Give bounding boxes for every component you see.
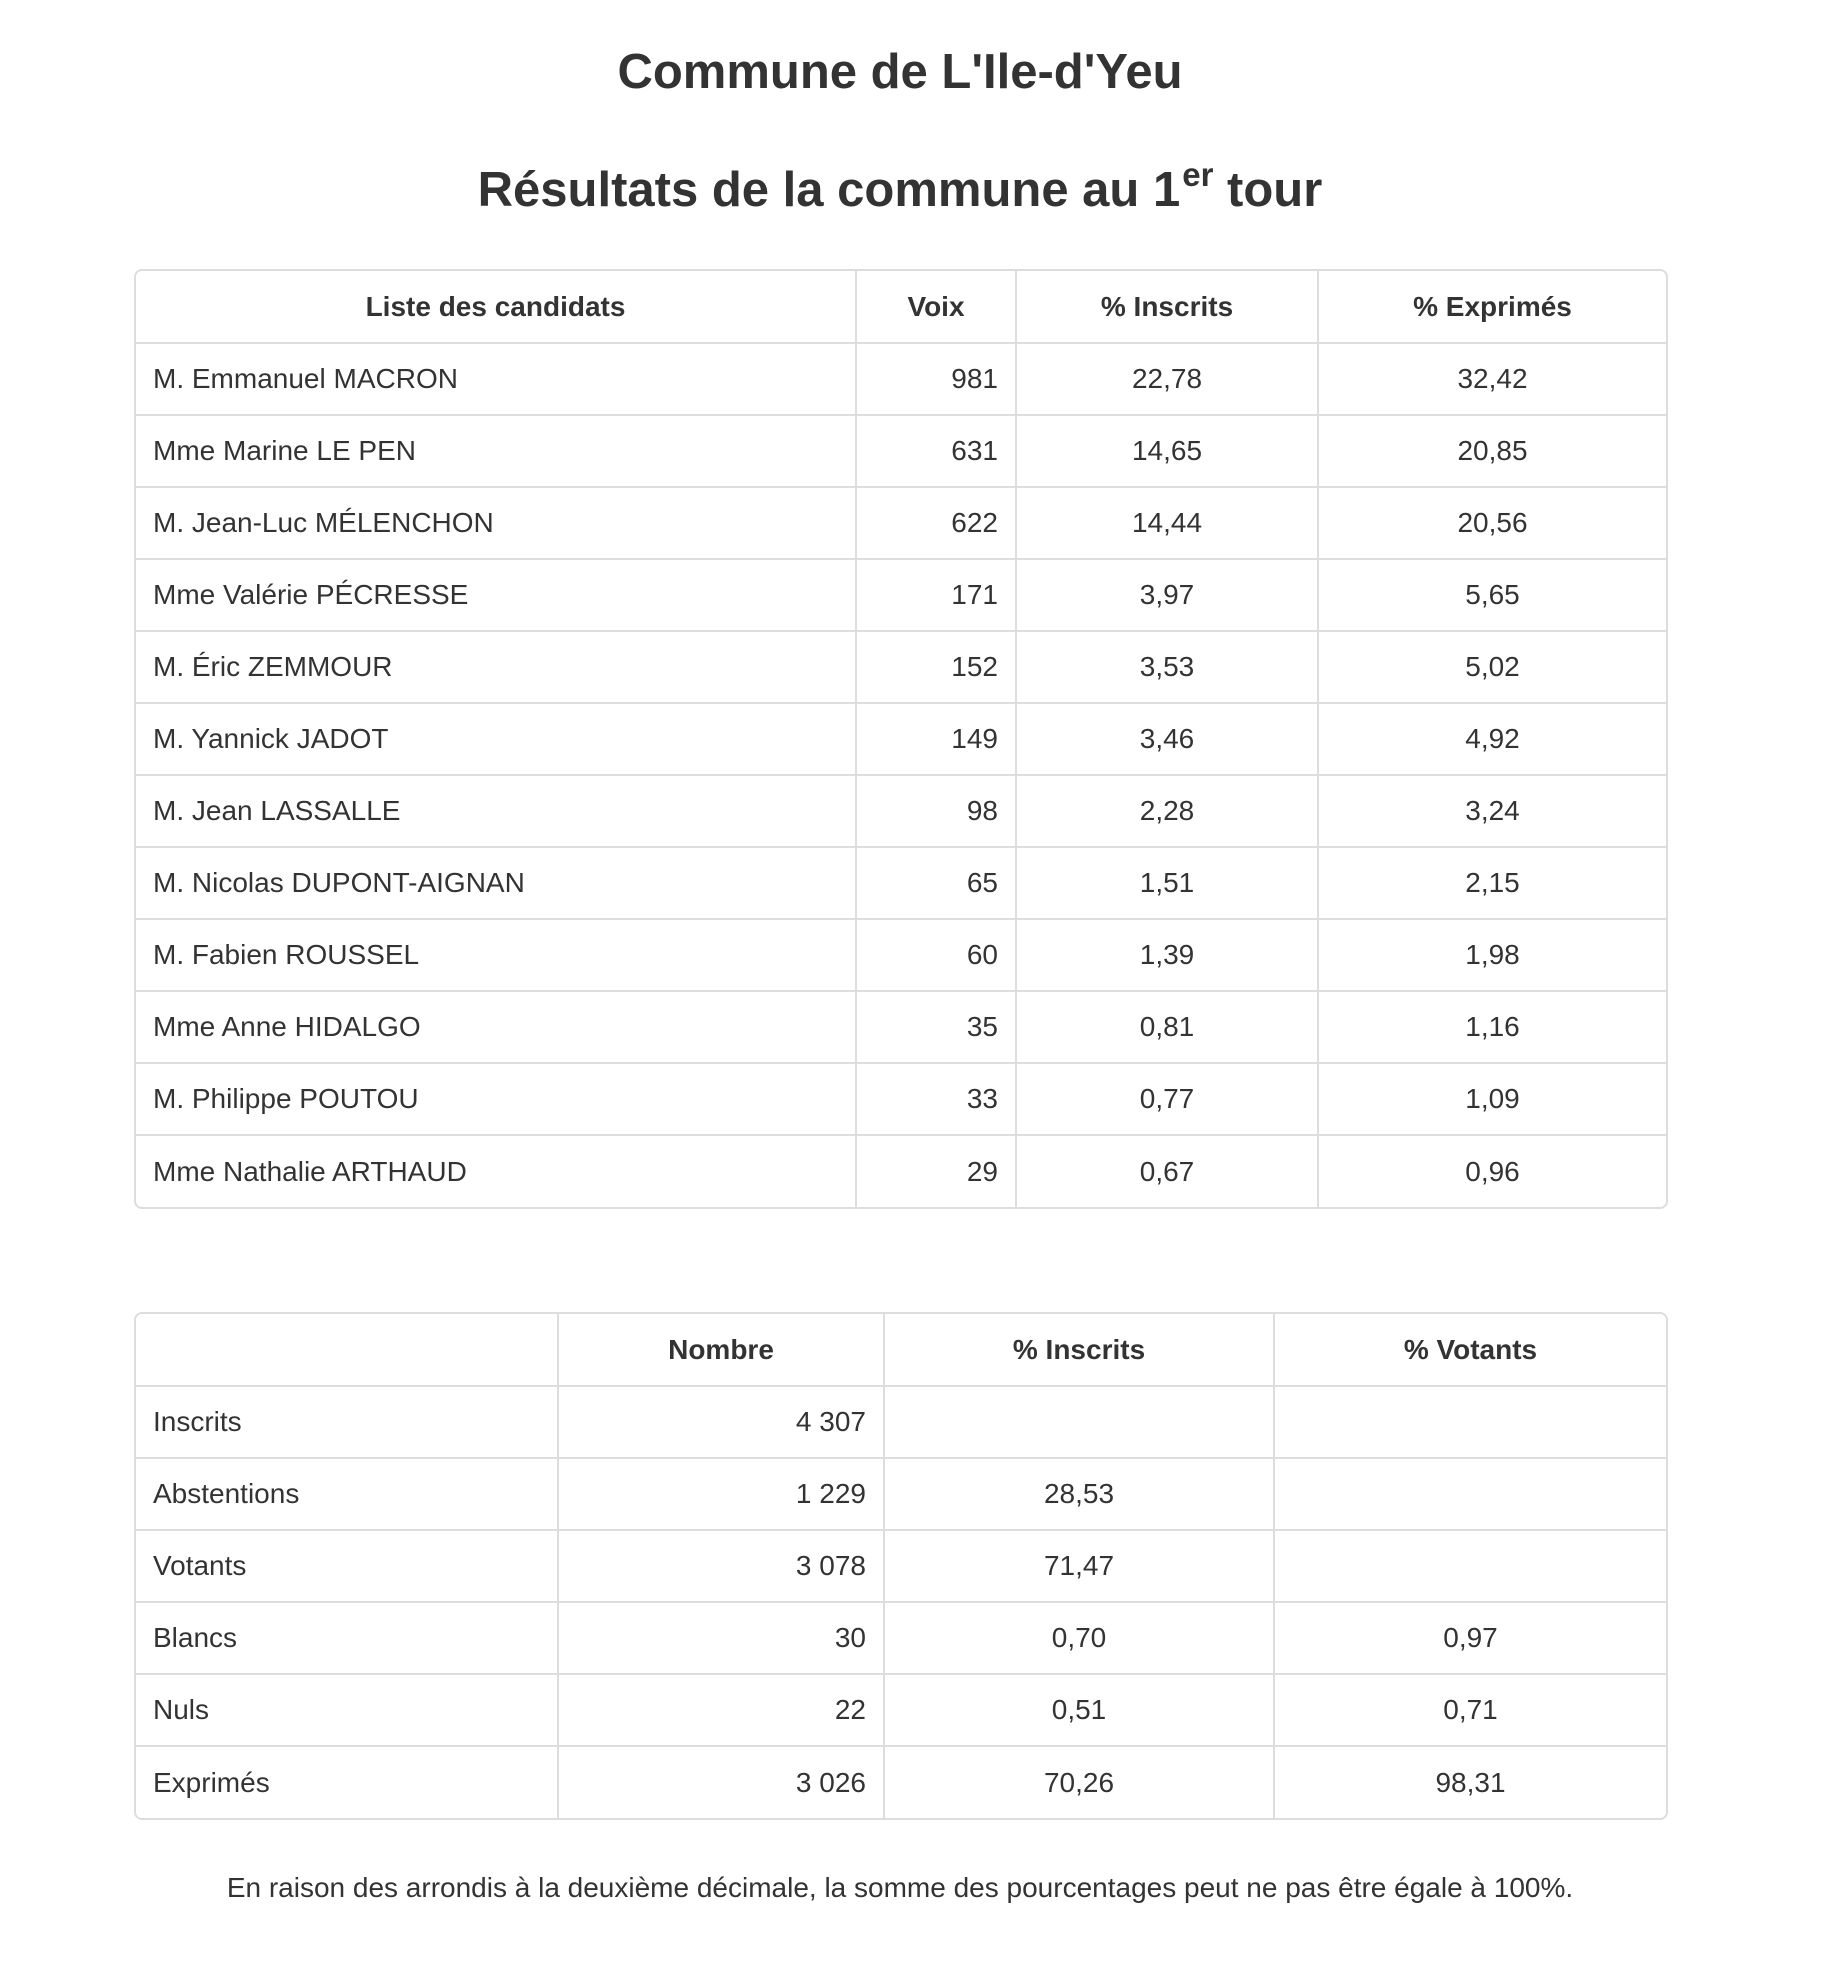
candidate-voix: 152 [856,631,1016,703]
candidate-voix: 33 [856,1063,1016,1135]
candidate-pct-inscrits: 1,39 [1016,919,1318,991]
summary-row [136,1386,1666,1458]
summary-pct-inscrits: 0,51 [884,1674,1274,1746]
summary-pct-inscrits: 70,26 [884,1746,1274,1818]
candidate-voix: 981 [856,343,1016,415]
summary-label: Nuls [136,1674,558,1746]
candidate-name: M. Nicolas DUPONT-AIGNAN [136,847,856,919]
header-voix: Voix [856,271,1016,343]
candidate-name: M. Yannick JADOT [136,703,856,775]
candidate-pct-exprimes: 32,42 [1318,343,1666,415]
candidate-pct-exprimes: 5,65 [1318,559,1666,631]
candidate-pct-exprimes: 20,56 [1318,487,1666,559]
summary-nombre: 30 [558,1602,884,1674]
candidate-row [136,487,1666,559]
candidate-row [136,1135,1666,1207]
candidate-pct-inscrits: 22,78 [1016,343,1318,415]
header-pct-votants: % Votants [1274,1314,1666,1386]
candidate-voix: 149 [856,703,1016,775]
candidate-voix: 171 [856,559,1016,631]
candidate-pct-inscrits: 0,77 [1016,1063,1318,1135]
candidate-pct-exprimes: 0,96 [1465,1155,1520,1187]
candidate-voix: 98 [856,775,1016,847]
candidate-row [136,703,1666,775]
candidate-row [136,559,1666,631]
summary-row [136,1674,1666,1746]
candidate-voix: 622 [856,487,1016,559]
candidate-row [136,631,1666,703]
summary-row [136,1746,1666,1818]
summary-label: Inscrits [136,1386,558,1458]
summary-nombre: 3 026 [558,1746,884,1818]
candidate-pct-inscrits: 0,67 [1016,1135,1318,1207]
rounding-footnote: En raison des arrondis à la deuxième décimale, la somme des pourcentages peut ne pas être égale à 100%. [226,1872,1574,1903]
candidate-pct-inscrits: 2,28 [1016,775,1318,847]
header-pct-inscrits: % Inscrits [884,1314,1274,1386]
candidate-name: M. Éric ZEMMOUR [136,631,856,703]
candidate-name: M. Jean LASSALLE [136,775,856,847]
summary-row [136,1530,1666,1602]
candidate-pct-inscrits: 3,53 [1016,631,1318,703]
results-title [0,158,1800,227]
summary-pct-votants [1274,1530,1666,1602]
candidate-name: Mme Nathalie ARTHAUD [136,1135,856,1207]
results-title-superscript: er [1182,156,1214,193]
candidate-pct-exprimes: 1,98 [1318,919,1666,991]
header-empty [136,1314,558,1386]
summary-row [136,1602,1666,1674]
commune-title: Commune de L'Ile-d'Yeu [617,45,1183,99]
candidates-header-row [136,271,1666,343]
results-title-suffix: tour [1213,163,1323,217]
summary-nombre: 22 [558,1674,884,1746]
candidate-row [136,919,1666,991]
summary-nombre: 1 229 [558,1458,884,1530]
candidate-pct-exprimes: 3,24 [1318,775,1666,847]
header-pct-exprimes: % Exprimés [1318,271,1666,343]
candidate-pct-exprimes: 2,15 [1318,847,1666,919]
candidate-pct-inscrits: 0,81 [1016,991,1318,1063]
summary-label: Exprimés [136,1746,558,1818]
summary-table-container [134,1312,1668,1820]
candidate-voix: 29 [856,1135,1016,1207]
candidate-row [136,343,1666,415]
summary-pct-votants: 98,31 [1435,1766,1506,1798]
candidate-row [136,847,1666,919]
candidates-table [136,271,1666,1207]
candidate-pct-exprimes: 1,09 [1318,1063,1666,1135]
summary-header-row [136,1314,1666,1386]
header-candidate-list: Liste des candidats [136,271,856,343]
summary-pct-votants: 0,71 [1274,1674,1666,1746]
candidate-name: M. Fabien ROUSSEL [136,919,856,991]
header-nombre: Nombre [558,1314,884,1386]
candidates-table-container [134,269,1668,1209]
candidate-name: M. Philippe POUTOU [136,1063,856,1135]
results-title-prefix: Résultats de la commune au 1 [477,163,1181,217]
summary-pct-inscrits: 0,70 [884,1602,1274,1674]
candidate-name: M. Emmanuel MACRON [136,343,856,415]
header-pct-inscrits: % Inscrits [1016,271,1318,343]
summary-label: Votants [136,1530,558,1602]
summary-label: Blancs [136,1602,558,1674]
summary-table [136,1314,1666,1818]
candidate-row [136,415,1666,487]
candidate-pct-exprimes: 20,85 [1318,415,1666,487]
candidate-row [136,1063,1666,1135]
summary-pct-inscrits: 28,53 [884,1458,1274,1530]
candidate-name: Mme Valérie PÉCRESSE [136,559,856,631]
summary-pct-votants: 0,97 [1274,1602,1666,1674]
candidate-name: Mme Marine LE PEN [136,415,856,487]
summary-nombre: 3 078 [558,1530,884,1602]
summary-label: Abstentions [136,1458,558,1530]
candidate-pct-inscrits: 3,46 [1016,703,1318,775]
summary-row [136,1458,1666,1530]
summary-pct-votants [1274,1386,1666,1458]
candidate-pct-inscrits: 14,44 [1016,487,1318,559]
summary-nombre: 4 307 [558,1386,884,1458]
summary-pct-inscrits [884,1386,1274,1458]
candidate-pct-inscrits: 3,97 [1016,559,1318,631]
candidate-pct-inscrits: 1,51 [1016,847,1318,919]
candidate-pct-exprimes: 4,92 [1318,703,1666,775]
candidate-voix: 631 [856,415,1016,487]
candidate-row [136,775,1666,847]
candidate-row [136,991,1666,1063]
candidate-voix: 65 [856,847,1016,919]
candidate-name: Mme Anne HIDALGO [136,991,856,1063]
candidate-voix: 35 [856,991,1016,1063]
candidate-pct-exprimes: 5,02 [1318,631,1666,703]
candidate-voix: 60 [856,919,1016,991]
candidate-name: M. Jean-Luc MÉLENCHON [136,487,856,559]
candidate-pct-inscrits: 14,65 [1016,415,1318,487]
summary-pct-inscrits: 71,47 [884,1530,1274,1602]
candidate-pct-exprimes: 1,16 [1318,991,1666,1063]
summary-pct-votants [1274,1458,1666,1530]
